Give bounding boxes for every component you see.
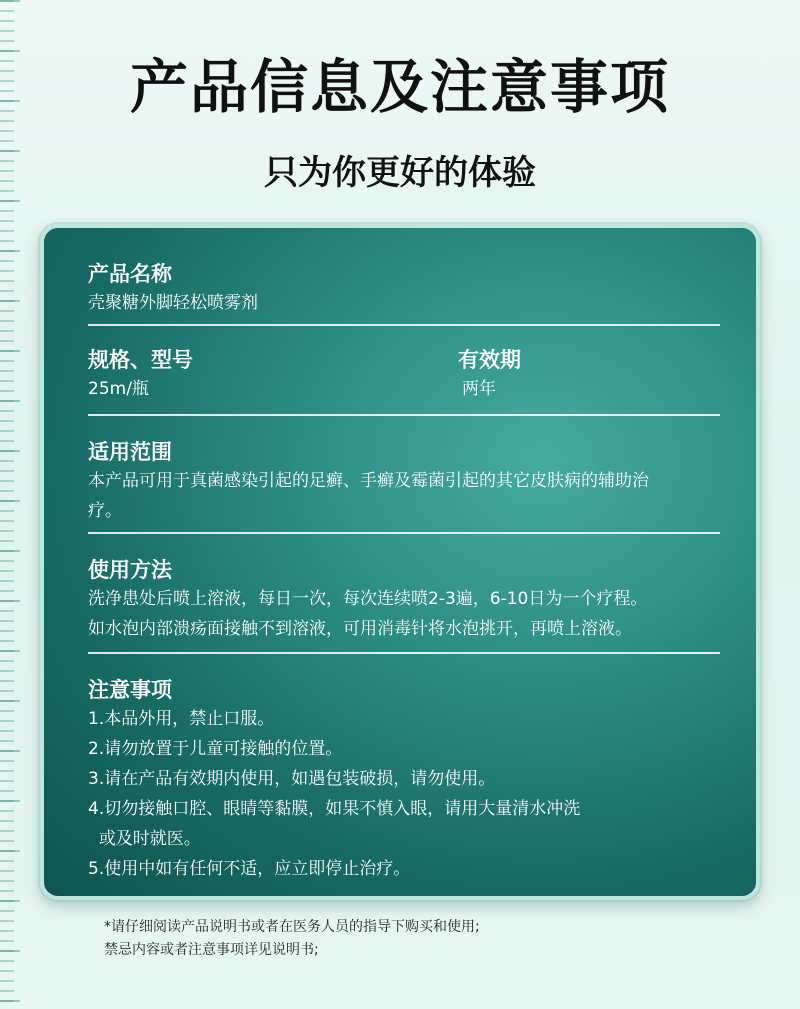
section-notes [88, 674, 720, 884]
footnote [104, 916, 764, 962]
scope-line: 疗。 [88, 501, 122, 521]
validity-block [458, 344, 521, 404]
notes-line: 2.请勿放置于儿童可接触的位置。 [88, 739, 343, 759]
scope-line: 本产品可用于真菌感染引起的足癣、手癣及霉菌引起的其它皮肤病的辅助治 [88, 471, 649, 491]
validity-label: 有效期 [458, 348, 521, 372]
spec-block [88, 344, 193, 404]
footnote-line: *请仔细阅读产品说明书或者在医务人员的指导下购买和使用; [104, 919, 480, 935]
product-name-value: 壳聚糖外脚轻松喷雾剂 [88, 293, 258, 313]
notes-line: 5.使用中如有任何不适，应立即停止治疗。 [88, 859, 411, 879]
product-info-card [40, 224, 760, 900]
footnote-line: 禁忌内容或者注意事项详见说明书; [104, 942, 319, 958]
divider [88, 532, 720, 534]
spec-label: 规格、型号 [88, 348, 193, 372]
divider [88, 414, 720, 416]
page-title: 产品信息及注意事项 [129, 53, 670, 121]
section-scope [88, 436, 720, 526]
section-spec-validity [88, 344, 720, 414]
notes-line: 1.本品外用，禁止口服。 [88, 709, 275, 729]
usage-line: 如水泡内部溃疡面接触不到溶液，可用消毒针将水泡挑开，再喷上溶液。 [88, 619, 632, 639]
notes-label: 注意事项 [88, 678, 172, 702]
usage-label: 使用方法 [88, 558, 172, 582]
product-name-label: 产品名称 [88, 262, 172, 286]
notes-line: 3.请在产品有效期内使用，如遇包装破损，请勿使用。 [88, 769, 496, 789]
page-subtitle: 只为你更好的体验 [264, 153, 536, 193]
section-product-name [88, 258, 720, 318]
usage-line: 洗净患处后喷上溶液，每日一次，每次连续喷2-3遍，6-10日为一个疗程。 [88, 589, 648, 609]
scope-label: 适用范围 [88, 440, 172, 464]
divider [88, 324, 720, 326]
divider [88, 652, 720, 654]
notes-line: 或及时就医。 [88, 829, 201, 849]
validity-value: 两年 [462, 379, 496, 399]
notes-line: 4.切勿接触口腔、眼睛等黏膜，如果不慎入眼，请用大量清水冲洗 [88, 799, 581, 819]
spec-value: 25m/瓶 [88, 379, 149, 399]
section-usage [88, 554, 720, 644]
